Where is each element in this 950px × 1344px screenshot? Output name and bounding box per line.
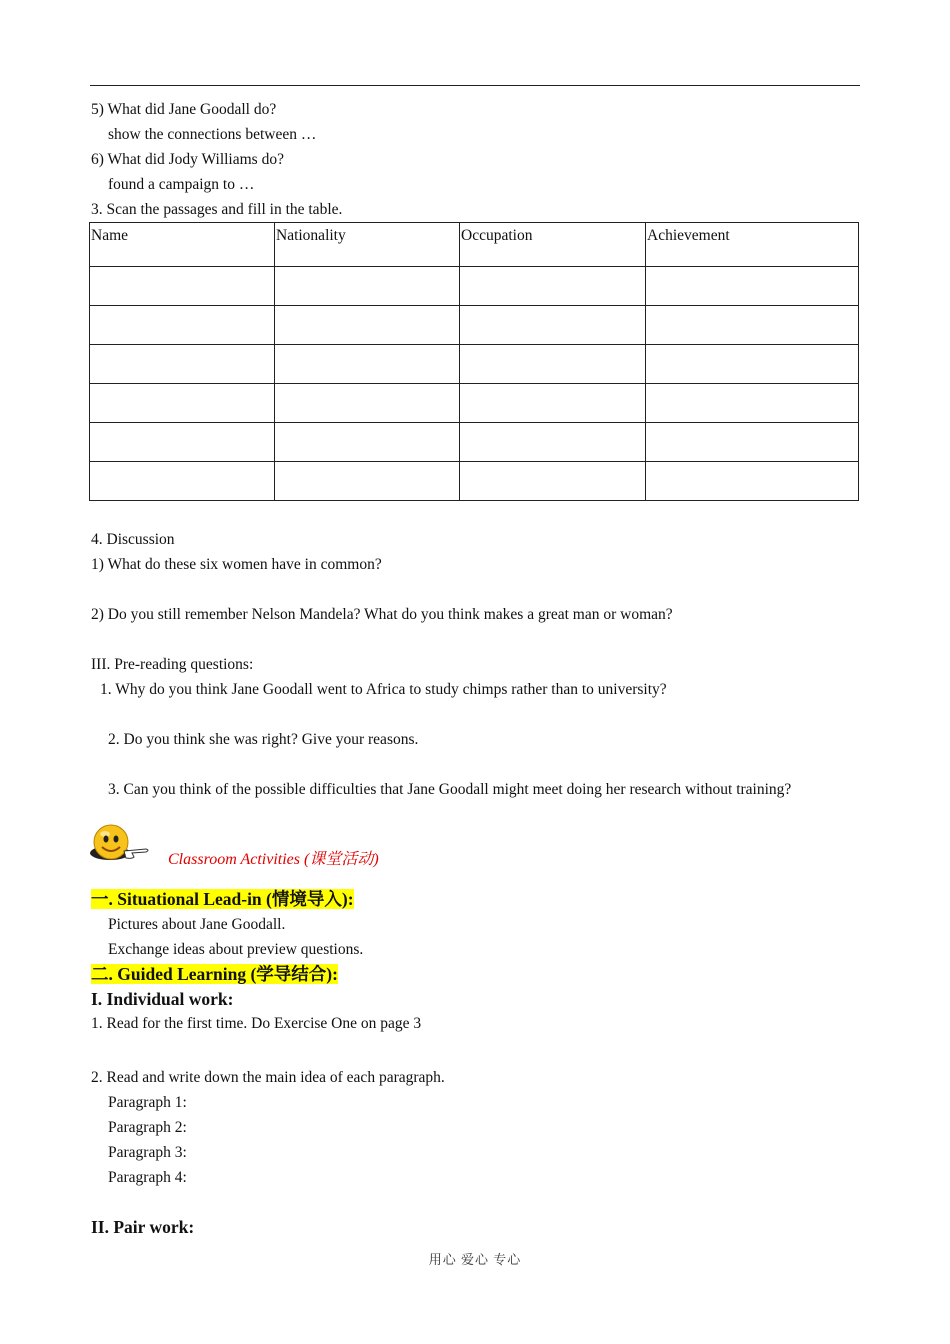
table-cell[interactable] [646,267,859,306]
table-cell[interactable] [460,345,646,384]
classroom-activities-title: Classroom Activities (课堂活动) [168,851,379,868]
table-cell[interactable] [460,462,646,501]
paragraph-1-label: Paragraph 1: [108,1094,187,1111]
table-cell[interactable] [646,423,859,462]
table-cell[interactable] [275,423,460,462]
read-instruction-1: 1. Read for the first time. Do Exercise One on page 3 [91,1015,422,1032]
discussion-title: 4. Discussion [91,531,175,548]
table-cell[interactable] [275,345,460,384]
question-6: 6) What did Jody Williams do? [91,151,284,168]
table-cell[interactable] [460,306,646,345]
prereading-question-1: 1. Why do you think Jane Goodall went to Africa to study chimps rather than to university? [100,681,667,698]
paragraph-4-label: Paragraph 4: [108,1169,187,1186]
table-cell[interactable] [646,306,859,345]
table-cell[interactable] [90,384,275,423]
table-cell[interactable] [275,462,460,501]
prereading-question-3: 3. Can you think of the possible difficulties that Jane Goodall might meet doing her research without training? [108,781,792,798]
lead-in-line-2: Exchange ideas about preview questions. [108,941,364,958]
header-rule [90,85,860,86]
table-cell[interactable] [646,462,859,501]
smiley-pointing-icon [88,822,152,868]
question-5: 5) What did Jane Goodall do? [91,101,277,118]
table-cell[interactable] [275,306,460,345]
table-cell[interactable] [275,384,460,423]
header-name: Name [90,223,275,267]
table-cell[interactable] [90,423,275,462]
discussion-question-2: 2) Do you still remember Nelson Mandela? What do you think makes a great man or woman? [91,606,673,623]
question-5-hint: show the connections between … [108,126,317,143]
table-row [90,462,859,501]
question-6-hint: found a campaign to … [108,176,255,193]
table-cell[interactable] [90,306,275,345]
header-achievement: Achievement [646,223,859,267]
table-cell[interactable] [90,267,275,306]
table-cell[interactable] [90,345,275,384]
women-table [89,222,859,501]
table-cell[interactable] [646,384,859,423]
lead-in-heading [91,888,354,912]
table-cell[interactable] [460,423,646,462]
scan-instruction: 3. Scan the passages and fill in the table. [91,201,343,218]
page-footer: 用心 爱心 专心 [428,1252,522,1267]
guided-heading [91,963,338,987]
pair-work-heading: II. Pair work: [91,1217,195,1237]
table-row [90,267,859,306]
table-row [90,306,859,345]
prereading-title: III. Pre-reading questions: [91,656,254,673]
table-cell[interactable] [90,462,275,501]
guided-heading-text: 二. Guided Learning (学导结合): [91,964,338,984]
prereading-question-2: 2. Do you think she was right? Give your reasons. [108,731,419,748]
header-occupation: Occupation [460,223,646,267]
table-row [90,423,859,462]
table-row [90,384,859,423]
table-row [90,345,859,384]
read-instruction-2: 2. Read and write down the main idea of each paragraph. [91,1069,445,1086]
table-cell[interactable] [275,267,460,306]
lead-in-line-1: Pictures about Jane Goodall. [108,916,286,933]
table-header-row [90,223,859,267]
table-cell[interactable] [460,384,646,423]
paragraph-3-label: Paragraph 3: [108,1144,187,1161]
individual-work-heading: I. Individual work: [91,989,234,1009]
lead-in-heading-text: 一. Situational Lead-in (情境导入): [91,889,354,909]
table-cell[interactable] [646,345,859,384]
paragraph-2-label: Paragraph 2: [108,1119,187,1136]
header-nationality: Nationality [275,223,460,267]
table-cell[interactable] [460,267,646,306]
discussion-question-1: 1) What do these six women have in common? [91,556,382,573]
